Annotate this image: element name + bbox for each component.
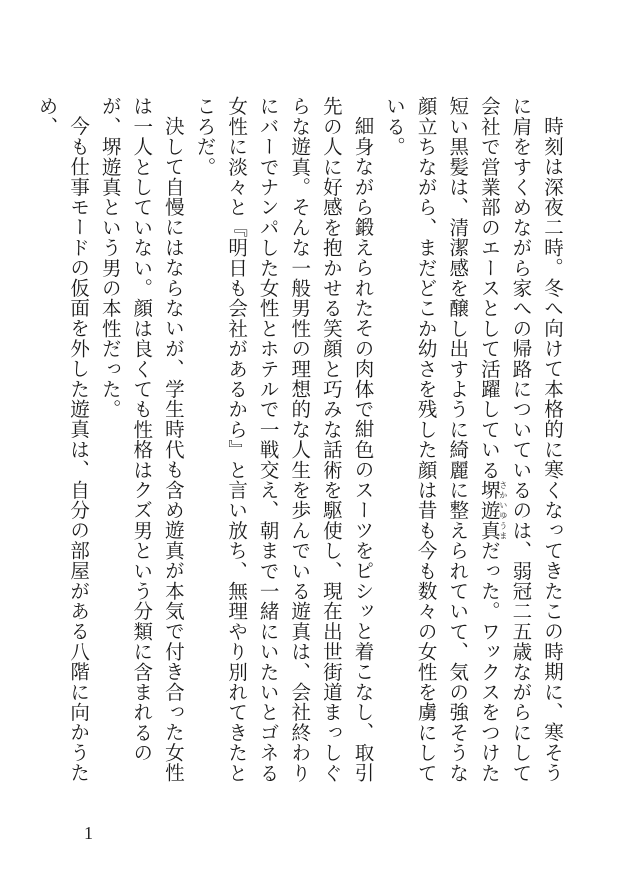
name-with-furigana xyxy=(477,479,508,541)
paragraph-3-text: 決して自慢にはならないが、学生時代も含め遊真が本気で付き合った女性は一人としていない。顔は良くても性格はクズ男という分類に含まれるのが、堺遊真という男の本性だった。 xyxy=(98,96,185,783)
paragraph-1-text-b: だった。ワックスをつけた短い黒髪は、清潔感を醸し出すように綺麗に整えられていて、気の強そうな顔立ちながら、まだどこか幼さを残した顔は昔も今も数々の女性を虜にしている。 xyxy=(383,96,501,783)
paragraph-2-text: 細身ながら鍛えられたその肉体で紺色のスーツをピシッと着こなし、取引先の人に好感を抱かせる笑顔と巧みな話術を駆使し、現在出世街道まっしぐらな遊真。そんな一般男性の理想的な人生を歩んでいる遊真は、会社終わりにバーでナンパした女性とホテルで一戦交え、朝まで一緒にいたいとゴネる女性に淡々と『明日も会社があるから』と言い放ち、無理やり別れてきたところだ。 xyxy=(193,96,375,783)
paragraph-4-text: 今も仕事モードの仮面を外した遊真は、自分の部屋がある八階に向かうため、 xyxy=(35,96,91,783)
name-furigana: さかいゆうま xyxy=(498,479,508,541)
vertical-body-text xyxy=(35,96,568,786)
name-kanji: 堺遊真 xyxy=(477,479,501,541)
paragraph-2 xyxy=(189,96,379,786)
paragraph-4 xyxy=(31,96,94,786)
paragraph-1 xyxy=(378,96,568,786)
paragraph-3 xyxy=(94,96,189,786)
paragraph-1-text-a: 時刻は深夜二時。冬へ向けて本格的に寒くなってきたこの時期に、寒そうに肩をすくめながら家への帰路についているのは、弱冠二五歳ながらにして会社で営業部のエースとして活躍している xyxy=(477,96,564,783)
page-number: 1 xyxy=(84,823,93,843)
